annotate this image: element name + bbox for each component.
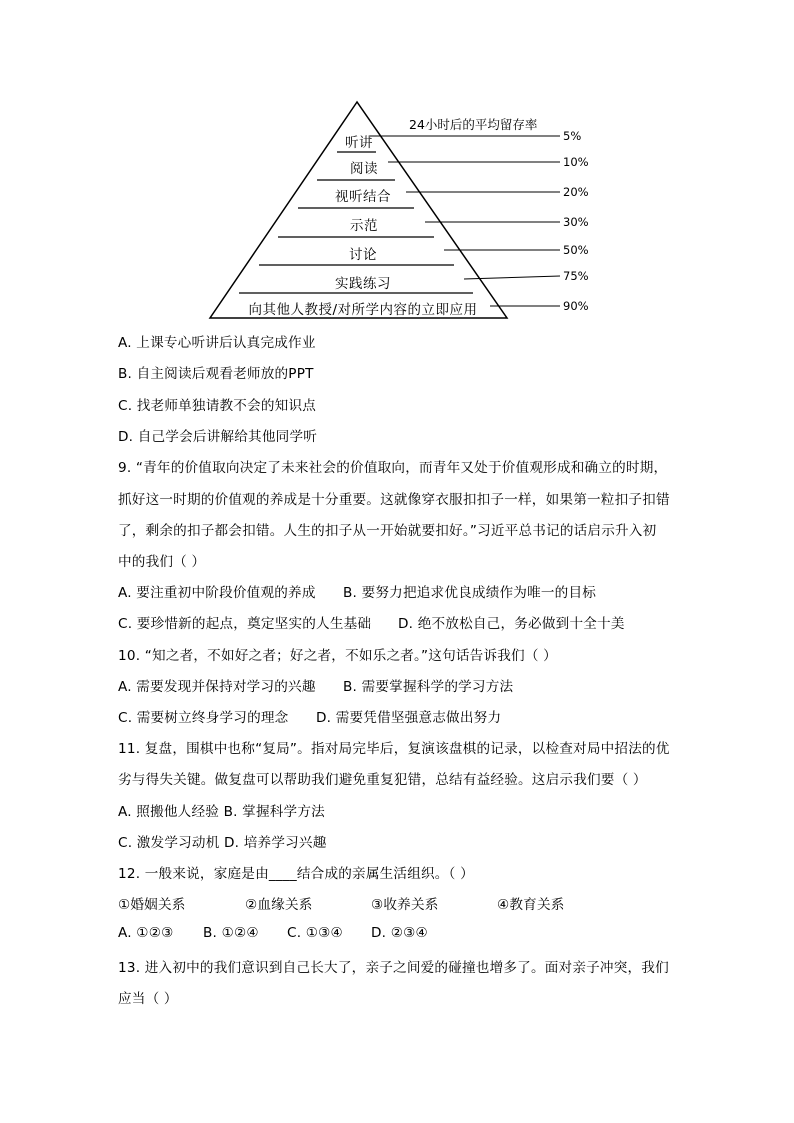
q11-option-ab: A. 照搬他人经验 B. 掌握科学方法: [118, 804, 325, 820]
retention-rate: 30%: [563, 215, 589, 229]
q13-stem-line: 应当（ ）: [118, 991, 178, 1007]
q8-option-d: D. 自己学会后讲解给其他同学听: [118, 429, 318, 445]
q12-option-a: A. ①②③: [118, 925, 174, 941]
q12-stem: 12. 一般来说，家庭是由____结合成的亲属生活组织。（ ）: [118, 866, 474, 882]
retention-rate: 5%: [563, 129, 582, 143]
q12-item-3: ③收养关系: [371, 897, 439, 913]
level-label: 示范: [350, 218, 378, 234]
level-label: 听讲: [345, 135, 373, 151]
retention-rate: 50%: [563, 243, 589, 257]
q13-stem-line: 13. 进入初中的我们意识到自己长大了，亲子之间爱的碰撞也增多了。面对亲子冲突，我们: [118, 960, 669, 976]
q12-option-b: B. ①②④: [203, 925, 259, 941]
q10-option-d: D. 需要凭借坚强意志做出努力: [316, 710, 502, 726]
q12-option-d: D. ②③④: [371, 925, 428, 941]
q9-stem-line: 抓好这一时期的价值观的养成是十分重要。这就像穿衣服扣扣子一样，如果第一粒扣子扣错: [118, 492, 670, 508]
q12-item-1: ①婚姻关系: [118, 897, 186, 913]
q11-stem-line: 11. 复盘，围棋中也称“复局”。指对局完毕后，复演该盘棋的记录，以检查对局中招法的优: [118, 741, 670, 757]
q10-option-c: C. 需要树立终身学习的理念: [118, 710, 289, 726]
q9-option-c: C. 要珍惜新的起点，奠定坚实的人生基础: [118, 616, 372, 632]
retention-rate: 75%: [563, 269, 589, 283]
level-label: 向其他人教授/对所学内容的立即应用: [248, 302, 478, 318]
q9-option-a: A. 要注重初中阶段价值观的养成: [118, 585, 316, 601]
retention-rate: 10%: [563, 155, 589, 169]
q9-stem-line: 了，剩余的扣子都会扣错。人生的扣子从一开始就要扣好。”习近平总书记的话启示升入初: [118, 523, 657, 539]
q8-option-b: B. 自主阅读后观看老师放的PPT: [118, 366, 314, 382]
q10-option-b: B. 需要掌握科学的学习方法: [343, 679, 514, 695]
q9-stem-line: 中的我们（ ）: [118, 554, 206, 570]
level-label: 实践练习: [335, 276, 391, 292]
level-label: 讨论: [349, 247, 377, 263]
q9-option-b: B. 要努力把追求优良成绩作为唯一的目标: [343, 585, 597, 601]
q12-option-c: C. ①③④: [287, 925, 343, 941]
learning-pyramid-figure: [0, 0, 794, 330]
level-label: 阅读: [350, 161, 378, 177]
q11-option-cd: C. 激发学习动机 D. 培养学习兴趣: [118, 835, 327, 851]
figure-title: 24小时后的平均留存率: [409, 117, 538, 132]
pyramid-svg: [0, 0, 794, 330]
retention-rate: 20%: [563, 185, 589, 199]
q8-option-c: C. 找老师单独请教不会的知识点: [118, 398, 317, 414]
q10-option-a: A. 需要发现并保持对学习的兴趣: [118, 679, 316, 695]
q12-item-4: ④教育关系: [497, 897, 565, 913]
retention-rate: 90%: [563, 299, 589, 313]
q8-option-a: A. 上课专心听讲后认真完成作业: [118, 335, 316, 351]
q10-stem: 10. “知之者，不如好之者；好之者，不如乐之者。”这句话告诉我们（ ）: [118, 648, 557, 664]
q12-item-2: ②血缘关系: [245, 897, 313, 913]
q9-option-d: D. 绝不放松自己，务必做到十全十美: [398, 616, 625, 632]
level-label: 视听结合: [335, 189, 391, 205]
q11-stem-line: 劣与得失关键。做复盘可以帮助我们避免重复犯错，总结有益经验。这启示我们要（ ）: [118, 772, 647, 788]
q9-stem-line: 9. “青年的价值取向决定了未来社会的价值取向，而青年又处于价值观形成和确立的时期，: [118, 460, 668, 476]
